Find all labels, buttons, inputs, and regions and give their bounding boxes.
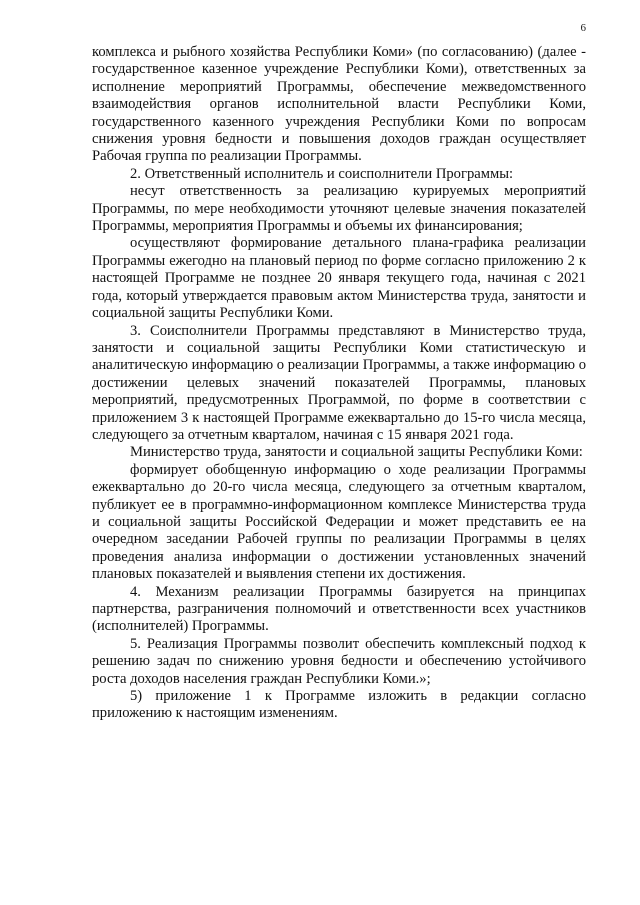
- page-number: 6: [580, 22, 586, 34]
- paragraph: комплекса и рыбного хозяйства Республики Коми» (по согласованию) (далее - государственное казенное учреждение Республики Коми), ответственных за исполнение мероприятий Программы, обеспечение межведомственного взаимодействия органов исполнительной власти Республики Коми, государственного казенного учреждения Республики Коми по вопросам снижения уровня бедности и повышения доходов граждан осуществляет Рабочая группа по реализации Программы.: [92, 44, 586, 165]
- paragraph: 3. Соисполнители Программы представляют в Министерство труда, занятости и социальной защиты Республики Коми статистическую и аналитическую информацию о реализации Программы, а также информацию о достижении целевых значений показателей Программы, плановых мероприятий, предусмотренных Программой, по форме в соответствии с приложением 3 к настоящей Программе ежеквартально до 15-го числа месяца, следующего за отчетным кварталом, начиная с 15 января 2021 года.: [92, 322, 586, 443]
- paragraph: 5) приложение 1 к Программе изложить в редакции согласно приложению к настоящим изменениям.: [92, 688, 586, 722]
- paragraph: осуществляют формирование детального плана-графика реализации Программы ежегодно на плановый период по форме согласно приложению 2 к настоящей Программе не позднее 20 января текущего года, начиная с 2021 года, который утверждается правовым актом Министерства труда, занятости и социальной защиты Республики Коми.: [92, 235, 586, 322]
- paragraph: 4. Механизм реализации Программы базируется на принципах партнерства, разграничения полномочий и ответственности всех участников (исполнителей) Программы.: [92, 583, 586, 635]
- paragraph: несут ответственность за реализацию курируемых мероприятий Программы, по мере необходимости уточняют целевые значения показателей Программы, мероприятия Программы и объемы их финансирования;: [92, 183, 586, 235]
- paragraph: формирует обобщенную информацию о ходе реализации Программы ежеквартально до 20-го числа месяца, следующего за отчетным кварталом, публикует ее в программно-информационном комплексе Министерства труда и социальной защиты Российской Федерации и может представить ее на очередном заседании Рабочей группы по реализации Программы в целях проведения анализа информации о достижении установленных значений плановых показателей и выявления степени их достижения.: [92, 461, 586, 583]
- paragraph: 2. Ответственный исполнитель и соисполнители Программы:: [130, 165, 514, 182]
- paragraph: 5. Реализация Программы позволит обеспечить комплексный подход к решению задач по снижению уровня бедности и обеспечению устойчивого роста доходов населения граждан Республики Коми.»;: [92, 635, 586, 687]
- paragraph: Министерство труда, занятости и социальной защиты Республики Коми:: [130, 444, 583, 461]
- document-body: [92, 44, 586, 723]
